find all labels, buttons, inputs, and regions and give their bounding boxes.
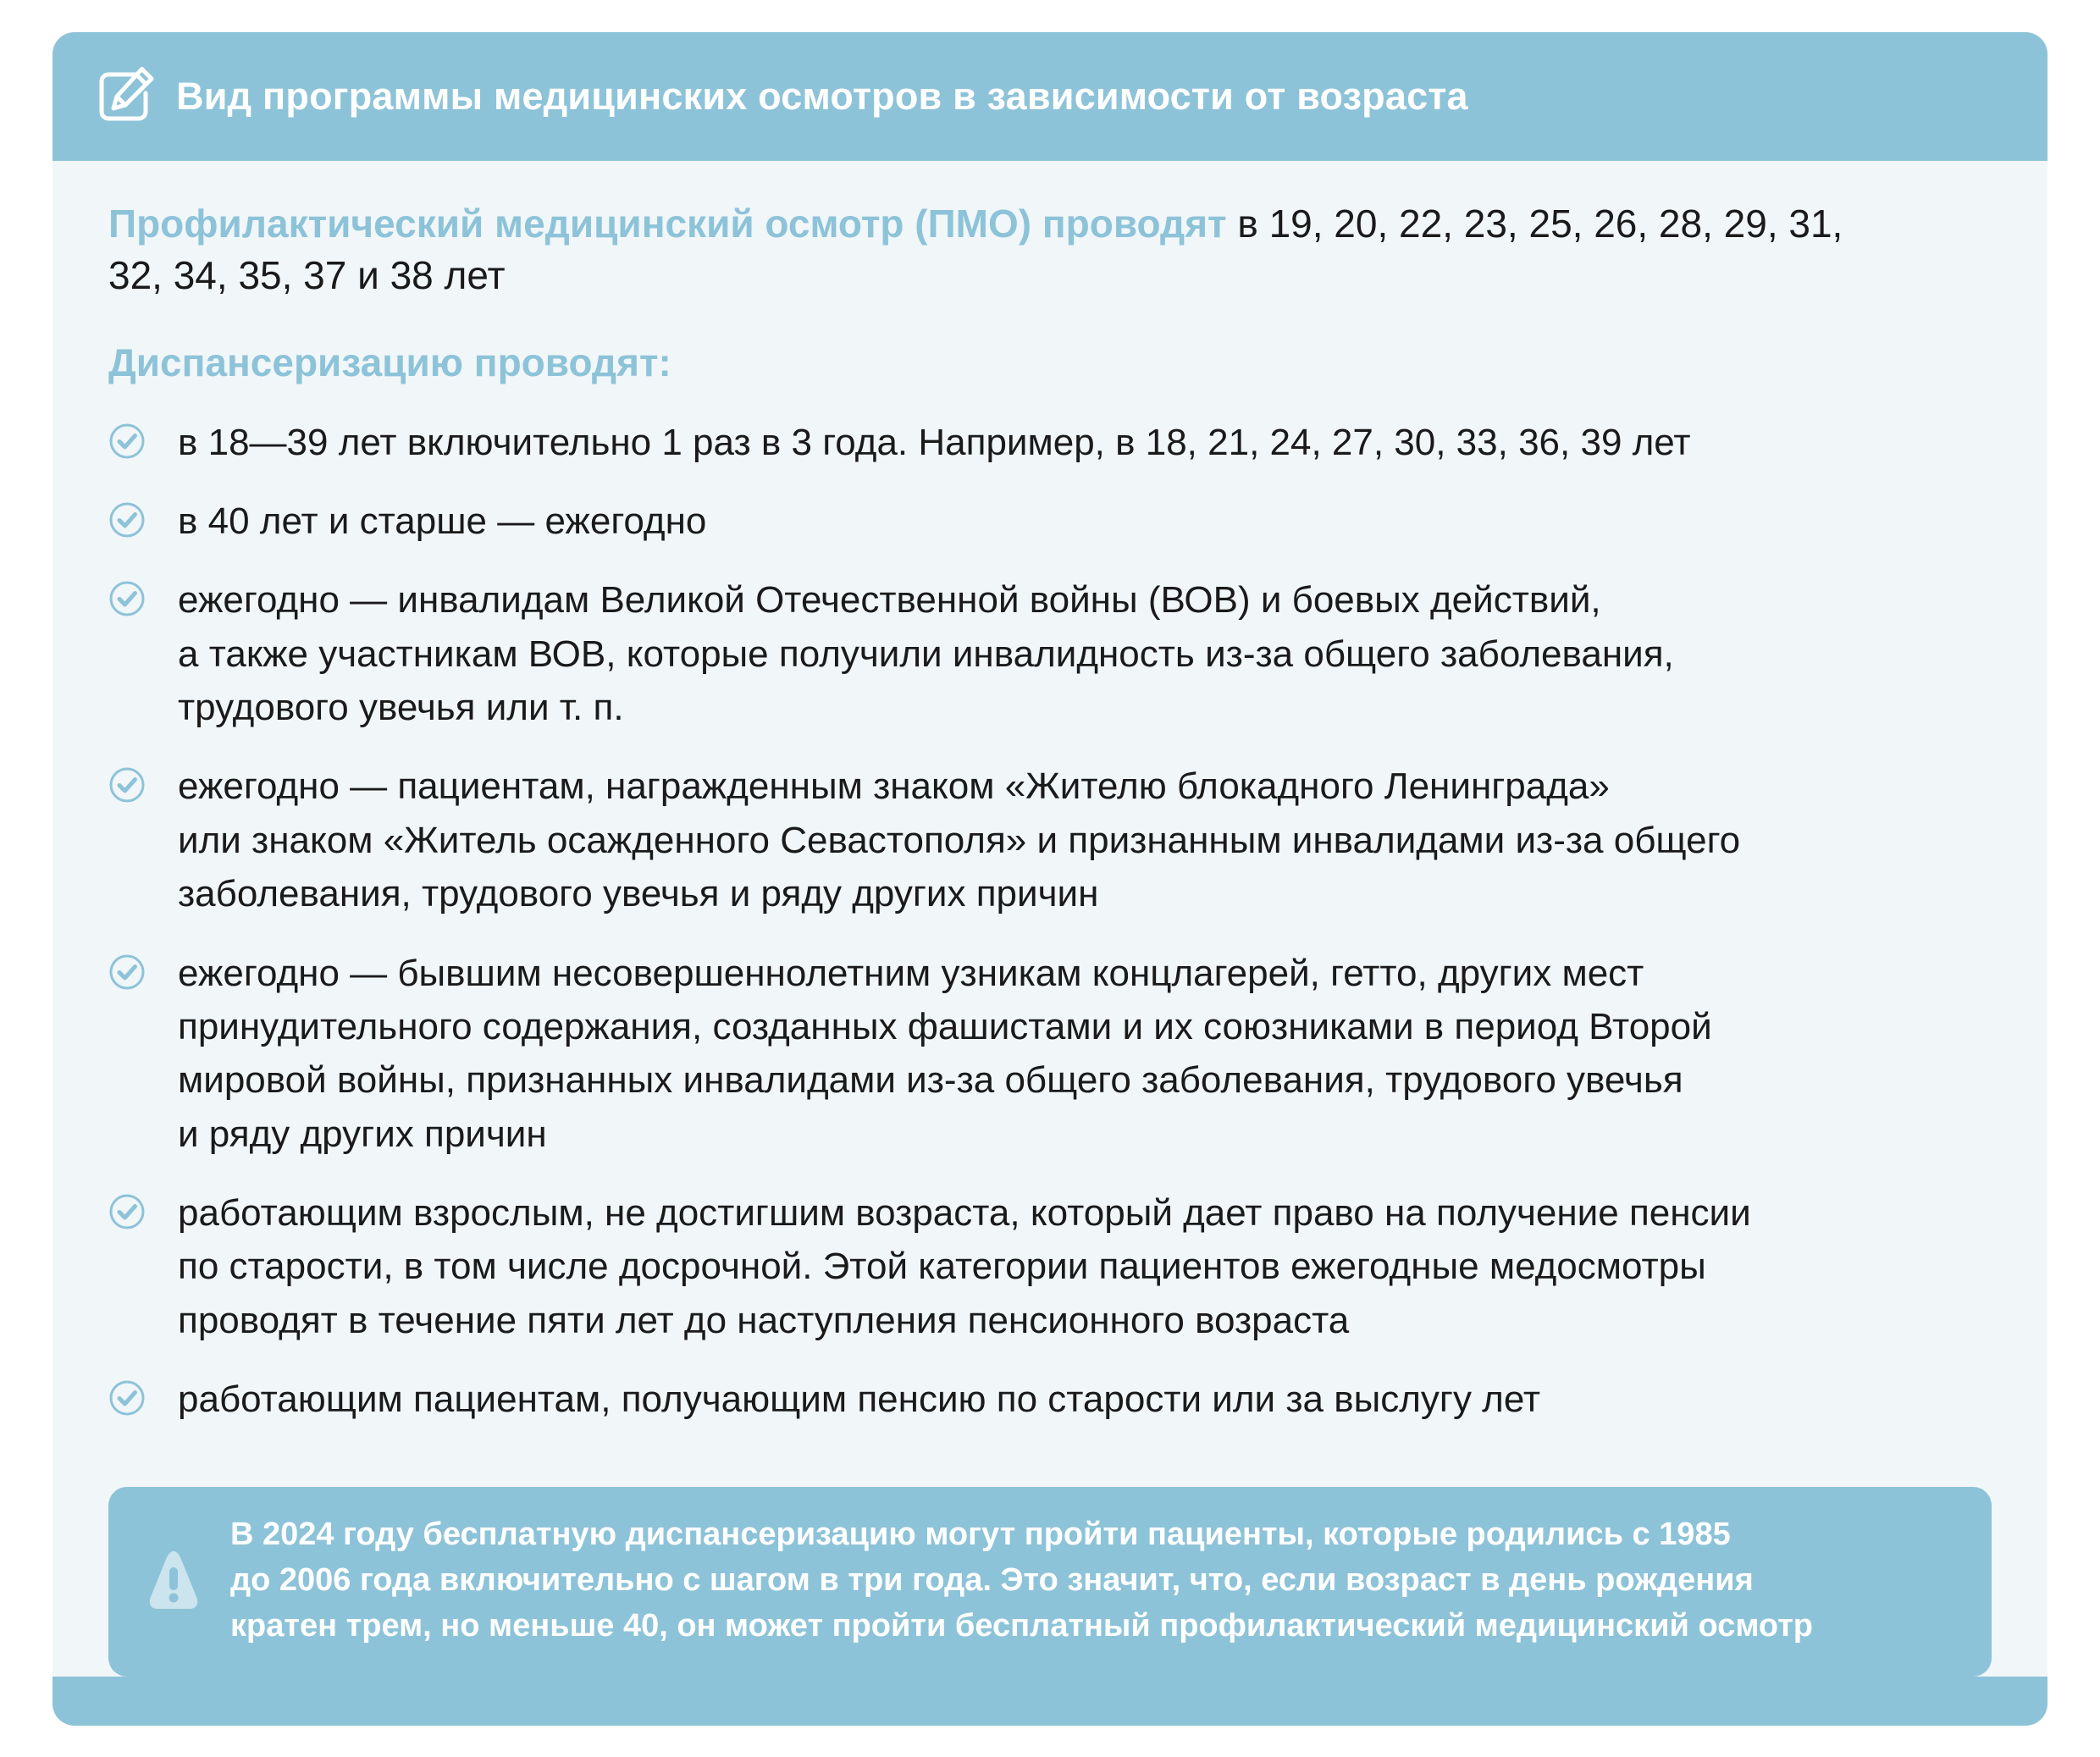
intro-paragraph xyxy=(108,198,1904,301)
list-item xyxy=(108,573,1992,734)
text-line: принудительного содержания, созданных фашистами и их союзниками в период Второй xyxy=(178,1005,1712,1047)
check-circle-icon xyxy=(108,580,146,617)
callout-wrapper xyxy=(52,1458,2048,1677)
page-title: Вид программы медицинских осмотров в зависимости от возраста xyxy=(176,75,1468,118)
list-item-text xyxy=(178,760,1992,920)
intro-rest: в 19, 20, 22, 23, 25, 26, 28, 29, 31, 32, 34, 35, 37 и 38 лет xyxy=(108,202,1843,297)
check-circle-icon xyxy=(108,501,146,539)
list-item xyxy=(108,947,1992,1161)
card-body xyxy=(52,161,2048,1458)
text-line: ежегодно — пациентам, награжденным знаком «Жителю блокадного Ленинграда» xyxy=(178,765,1610,808)
list-item-text xyxy=(178,495,1992,548)
list-item xyxy=(108,416,1992,469)
list-item xyxy=(108,495,1992,548)
warning-callout xyxy=(108,1487,1992,1677)
list-item-text xyxy=(178,416,1992,469)
list-item-text xyxy=(178,573,1992,734)
text-line: мировой войны, признанных инвалидами из-за общего заболевания, трудового увечья xyxy=(178,1059,1683,1102)
check-circle-icon xyxy=(108,1193,146,1230)
text-line: кратен трем, но меньше 40, он может пройти бесплатный профилактический медицинский осмотр xyxy=(230,1608,1814,1644)
list-item-text xyxy=(178,947,1992,1161)
text-line: работающим пациентам, получающим пенсию по старости или за выслугу лет xyxy=(178,1379,1541,1421)
check-circle-icon xyxy=(108,423,146,460)
list-item xyxy=(108,1186,1992,1347)
text-line: проводят в течение пяти лет до наступления пенсионного возраста xyxy=(178,1299,1350,1341)
text-line: заболевания, трудового увечья и ряду других причин xyxy=(178,873,1099,915)
text-line: и ряду других причин xyxy=(178,1113,547,1155)
text-line: до 2006 года включительно с шагом в три года. Это значит, что, если возраст в день рождения xyxy=(230,1562,1754,1599)
list-item-text xyxy=(178,1373,1992,1426)
bullet-list xyxy=(108,416,1992,1427)
list-item xyxy=(108,760,1992,920)
list-item-text xyxy=(178,1186,1992,1347)
footer-strip xyxy=(52,1677,2048,1726)
section-heading: Диспансеризацию проводят: xyxy=(108,340,671,385)
check-circle-icon xyxy=(108,1379,146,1417)
text-line: в 40 лет и старше — ежегодно xyxy=(178,500,707,542)
text-line: трудового увечья или т. п. xyxy=(178,687,624,729)
pencil-square-icon xyxy=(83,56,164,137)
text-line: В 2024 году бесплатную диспансеризацию могут пройти пациенты, которые родились с 1985 xyxy=(230,1517,1731,1553)
text-line: ежегодно — инвалидам Великой Отечественной войны (ВОВ) и боевых действий, xyxy=(178,579,1601,622)
callout-text xyxy=(230,1512,1813,1649)
warning-triangle-icon xyxy=(137,1544,210,1617)
text-line: в 18—39 лет включительно 1 раз в 3 года. Например, в 18, 21, 24, 27, 30, 33, 36, 39 лет xyxy=(178,421,1691,463)
text-line: а также участникам ВОВ, которые получили инвалидность из-за общего заболевания, xyxy=(178,633,1674,675)
text-line: работающим взрослым, не достигшим возраста, который дает право на получение пенсии xyxy=(178,1191,1751,1234)
text-line: ежегодно — бывшим несовершеннолетним узникам концлагерей, гетто, других мест xyxy=(178,952,1644,994)
text-line: по старости, в том числе досрочной. Этой категории пациентов ежегодные медосмотры xyxy=(178,1246,1706,1288)
card-header xyxy=(52,32,2048,161)
check-circle-icon xyxy=(108,953,146,991)
intro-lead: Профилактический медицинский осмотр (ПМО) проводят xyxy=(108,202,1227,246)
list-item xyxy=(108,1373,1992,1426)
check-circle-icon xyxy=(108,766,146,804)
text-line: или знаком «Житель осажденного Севастополя» и признанным инвалидами из-за общего xyxy=(178,819,1741,861)
info-card xyxy=(52,32,2048,1726)
